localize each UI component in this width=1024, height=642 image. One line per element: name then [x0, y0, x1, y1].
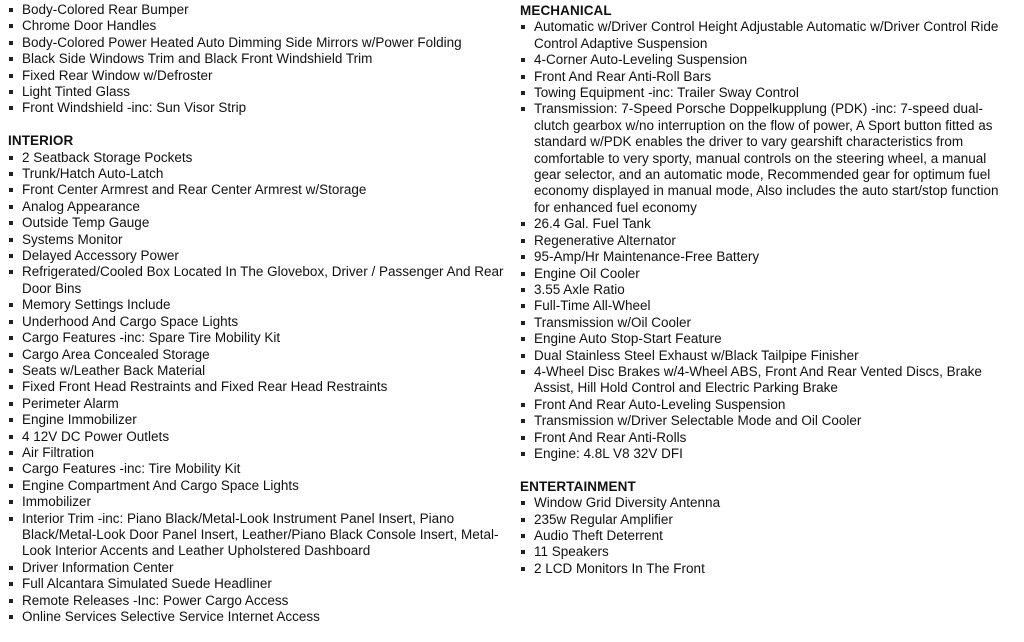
list-item [8, 232, 508, 248]
bullet-icon [521, 452, 525, 456]
list-item [8, 560, 508, 576]
list-item-text: Cargo Features -inc: Spare Tire Mobility Kit [22, 330, 281, 346]
list-item-text: Transmission w/Oil Cooler [534, 314, 692, 330]
list-item-text: Engine Auto Stop-Start Feature [534, 331, 722, 347]
list-item [8, 150, 508, 166]
bullet-icon [9, 303, 13, 307]
bullet-icon [9, 205, 13, 209]
list-item [8, 511, 508, 560]
left-column [8, 2, 508, 625]
list-item-text: Air Filtration [22, 444, 95, 460]
bullet-icon [9, 615, 13, 619]
list-item [8, 182, 508, 198]
list-item-text: 4 12V DC Power Outlets [22, 428, 170, 444]
list-item [8, 100, 508, 116]
bullet-icon [9, 74, 13, 78]
list-item [520, 528, 1016, 544]
bullet-icon [9, 270, 13, 274]
bullet-icon [9, 451, 13, 455]
list-item [8, 461, 508, 477]
list-item-text: Engine Immobilizer [22, 412, 137, 428]
bullet-icon [521, 288, 525, 292]
list-item [8, 297, 508, 313]
list-item [8, 248, 508, 264]
list-item [520, 233, 1016, 249]
list-item [8, 429, 508, 445]
list-item [8, 199, 508, 215]
list-item [8, 18, 508, 34]
list-item-text: 2 Seatback Storage Pockets [22, 149, 193, 165]
bullet-icon [521, 354, 525, 358]
list-item [8, 609, 508, 625]
list-item [8, 412, 508, 428]
list-item [520, 298, 1016, 314]
list-item [8, 51, 508, 67]
bullet-icon [521, 567, 525, 571]
list-item-text: Regenerative Alternator [534, 232, 676, 248]
list-item-text: Cargo Area Concealed Storage [22, 346, 210, 362]
list-item-text: Front And Rear Anti-Rolls [534, 429, 687, 445]
bullet-icon [9, 484, 13, 488]
list-item-text: 26.4 Gal. Fuel Tank [534, 216, 651, 232]
list-item [8, 215, 508, 231]
bullet-icon [521, 403, 525, 407]
list-item-text: Engine Oil Cooler [534, 265, 640, 281]
list-item-text: Transmission w/Driver Selectable Mode and Oil Cooler [534, 413, 862, 429]
bullet-icon [521, 239, 525, 243]
list-item-text: 95-Amp/Hr Maintenance-Free Battery [534, 249, 760, 265]
mechanical-list [520, 19, 1016, 462]
list-item [520, 85, 1016, 101]
bullet-icon [521, 58, 525, 62]
list-item-text: Underhood And Cargo Space Lights [22, 313, 239, 329]
list-item [520, 315, 1016, 331]
list-item-text: 2 LCD Monitors In The Front [534, 560, 705, 576]
bullet-icon [9, 320, 13, 324]
bullet-icon [9, 582, 13, 586]
list-item [8, 347, 508, 363]
list-item-text: Front And Rear Auto-Leveling Suspension [534, 396, 786, 412]
list-item [8, 478, 508, 494]
list-item-text: Full Alcantara Simulated Suede Headliner [22, 576, 272, 592]
list-item-text: Cargo Features -inc: Tire Mobility Kit [22, 461, 241, 477]
list-item-text: 4-Wheel Disc Brakes w/4-Wheel ABS, Front And Rear Vented Discs, Brake Assist, Hill Hold Control and Electric Parking Brake [534, 363, 982, 396]
list-item-text: Black Side Windows Trim and Black Front Windshield Trim [22, 51, 373, 67]
list-item-text: Body-Colored Power Heated Auto Dimming Side Mirrors w/Power Folding [22, 34, 462, 50]
list-item [8, 494, 508, 510]
exterior-list [8, 2, 508, 117]
list-item-text: Audio Theft Deterrent [534, 527, 663, 543]
list-item-text: Light Tinted Glass [22, 84, 131, 100]
list-item-text: Remote Releases -Inc: Power Cargo Access [22, 592, 289, 608]
list-item [8, 68, 508, 84]
list-item [520, 430, 1016, 446]
list-item [520, 19, 1016, 52]
list-item-text: 3.55 Axle Ratio [534, 281, 625, 297]
bullet-icon [521, 419, 525, 423]
list-item [520, 282, 1016, 298]
list-item-text: Body-Colored Rear Bumper [22, 2, 189, 17]
list-item [8, 166, 508, 182]
list-item [8, 396, 508, 412]
bullet-icon [521, 370, 525, 374]
list-item-text: Delayed Accessory Power [22, 248, 179, 264]
bullet-icon [521, 337, 525, 341]
list-item-text: Full-Time All-Wheel [534, 298, 651, 314]
list-item-text: Memory Settings Include [22, 297, 171, 313]
list-item-text: 235w Regular Amplifier [534, 511, 673, 527]
bullet-icon [521, 255, 525, 259]
list-item-text: Towing Equipment -inc: Trailer Sway Control [534, 85, 799, 101]
bullet-icon [9, 336, 13, 340]
list-item [520, 364, 1016, 397]
interior-heading: INTERIOR [8, 133, 74, 149]
list-item-text: Front Center Armrest and Rear Center Armrest w/Storage [22, 182, 367, 198]
list-item-text: Driver Information Center [22, 559, 174, 575]
list-item-text: Online Services Selective Service Internet Access [22, 609, 320, 625]
list-item [520, 69, 1016, 85]
list-item [8, 330, 508, 346]
spacer [520, 462, 1016, 478]
list-item [8, 35, 508, 51]
list-item [520, 216, 1016, 232]
bullet-icon [9, 90, 13, 94]
list-item [520, 446, 1016, 462]
list-item [8, 593, 508, 609]
list-item-text: Trunk/Hatch Auto-Latch [22, 166, 164, 182]
list-item [8, 2, 508, 18]
bullet-icon [521, 91, 525, 95]
bullet-icon [9, 172, 13, 176]
bullet-icon [9, 500, 13, 504]
bullet-icon [9, 402, 13, 406]
list-item [520, 249, 1016, 265]
bullet-icon [9, 369, 13, 373]
right-column [520, 3, 1016, 577]
bullet-icon [9, 385, 13, 389]
list-item-text: Front Windshield -inc: Sun Visor Strip [22, 100, 247, 116]
list-item-text: Systems Monitor [22, 231, 123, 247]
list-item-text: Transmission: 7-Speed Porsche Doppelkupplung (PDK) -inc: 7-speed dual-clutch gearbox w/no interruption on the flow of power, A Sport button fitted as standard w/PDK enables the driver to vary gearshift characteristics from comfortable to very sporty, manual controls on the steering wheel, a manual gear selector, and an automatic mode, Recommended gear for optimum fuel economy displayed in manual mode, Also includes the auto start/stop function for enhanced fuel economy [534, 101, 999, 215]
bullet-icon [9, 156, 13, 160]
bullet-icon [521, 321, 525, 325]
bullet-icon [521, 272, 525, 276]
list-item [520, 397, 1016, 413]
list-item [8, 314, 508, 330]
list-item-text: Outside Temp Gauge [22, 215, 150, 231]
list-item [520, 413, 1016, 429]
bullet-icon [521, 436, 525, 440]
bullet-icon [9, 517, 13, 521]
list-item-text: Engine: 4.8L V8 32V DFI [534, 445, 683, 461]
bullet-icon [9, 24, 13, 28]
list-item-text: Immobilizer [22, 494, 92, 510]
list-item [520, 544, 1016, 560]
list-item-text: 11 Speakers [534, 544, 609, 560]
list-item [8, 576, 508, 592]
bullet-icon [9, 353, 13, 357]
bullet-icon [9, 467, 13, 471]
list-item [520, 331, 1016, 347]
list-item-text: Analog Appearance [22, 198, 140, 214]
list-item-text: Dual Stainless Steel Exhaust w/Black Tailpipe Finisher [534, 347, 859, 363]
bullet-icon [9, 106, 13, 110]
spacer [8, 117, 508, 133]
list-item-text: Chrome Door Handles [22, 18, 157, 34]
bullet-icon [9, 435, 13, 439]
list-item-text: Perimeter Alarm [22, 395, 119, 411]
list-item-text: Automatic w/Driver Control Height Adjustable Automatic w/Driver Control Ride Control Adaptive Suspension [534, 19, 999, 51]
list-item-text: Seats w/Leather Back Material [22, 362, 206, 378]
list-item [8, 379, 508, 395]
bullet-icon [9, 41, 13, 45]
list-item [8, 363, 508, 379]
bullet-icon [9, 221, 13, 225]
bullet-icon [521, 25, 525, 29]
list-item-text: Fixed Front Head Restraints and Fixed Rear Head Restraints [22, 379, 388, 395]
bullet-icon [9, 254, 13, 258]
list-item-text: Window Grid Diversity Antenna [534, 495, 721, 511]
list-item [520, 101, 1016, 216]
list-item [520, 495, 1016, 511]
bullet-icon [9, 599, 13, 603]
bullet-icon [521, 550, 525, 554]
bullet-icon [521, 518, 525, 522]
bullet-icon [9, 57, 13, 61]
bullet-icon [521, 304, 525, 308]
list-item [520, 52, 1016, 68]
bullet-icon [521, 534, 525, 538]
bullet-icon [9, 8, 13, 12]
bullet-icon [521, 222, 525, 226]
bullet-icon [9, 566, 13, 570]
bullet-icon [9, 418, 13, 422]
bullet-icon [9, 188, 13, 192]
bullet-icon [9, 238, 13, 242]
bullet-icon [521, 501, 525, 505]
list-item [520, 266, 1016, 282]
list-item [520, 512, 1016, 528]
list-item [520, 348, 1016, 364]
list-item [8, 445, 508, 461]
list-item-text: Engine Compartment And Cargo Space Lights [22, 477, 299, 493]
list-item-text: Refrigerated/Cooled Box Located In The Glovebox, Driver / Passenger And Rear Door Bins [22, 264, 504, 296]
list-item [520, 561, 1016, 577]
list-item [8, 84, 508, 100]
entertainment-heading: ENTERTAINMENT [520, 478, 636, 494]
list-item-text: Interior Trim -inc: Piano Black/Metal-Look Instrument Panel Insert, Piano Black/Metal-Look Door Panel Insert, Leather/Piano Black Console Insert, Metal-Look Interior Accents and Leather Upholstered Dashboard [22, 510, 499, 559]
list-item-text: Fixed Rear Window w/Defroster [22, 67, 213, 83]
list-item [8, 264, 508, 297]
list-item-text: Front And Rear Anti-Roll Bars [534, 68, 712, 84]
entertainment-list [520, 495, 1016, 577]
mechanical-heading: MECHANICAL [520, 3, 612, 18]
interior-list [8, 150, 508, 626]
bullet-icon [521, 75, 525, 79]
list-item-text: 4-Corner Auto-Leveling Suspension [534, 52, 748, 68]
bullet-icon [521, 107, 525, 111]
